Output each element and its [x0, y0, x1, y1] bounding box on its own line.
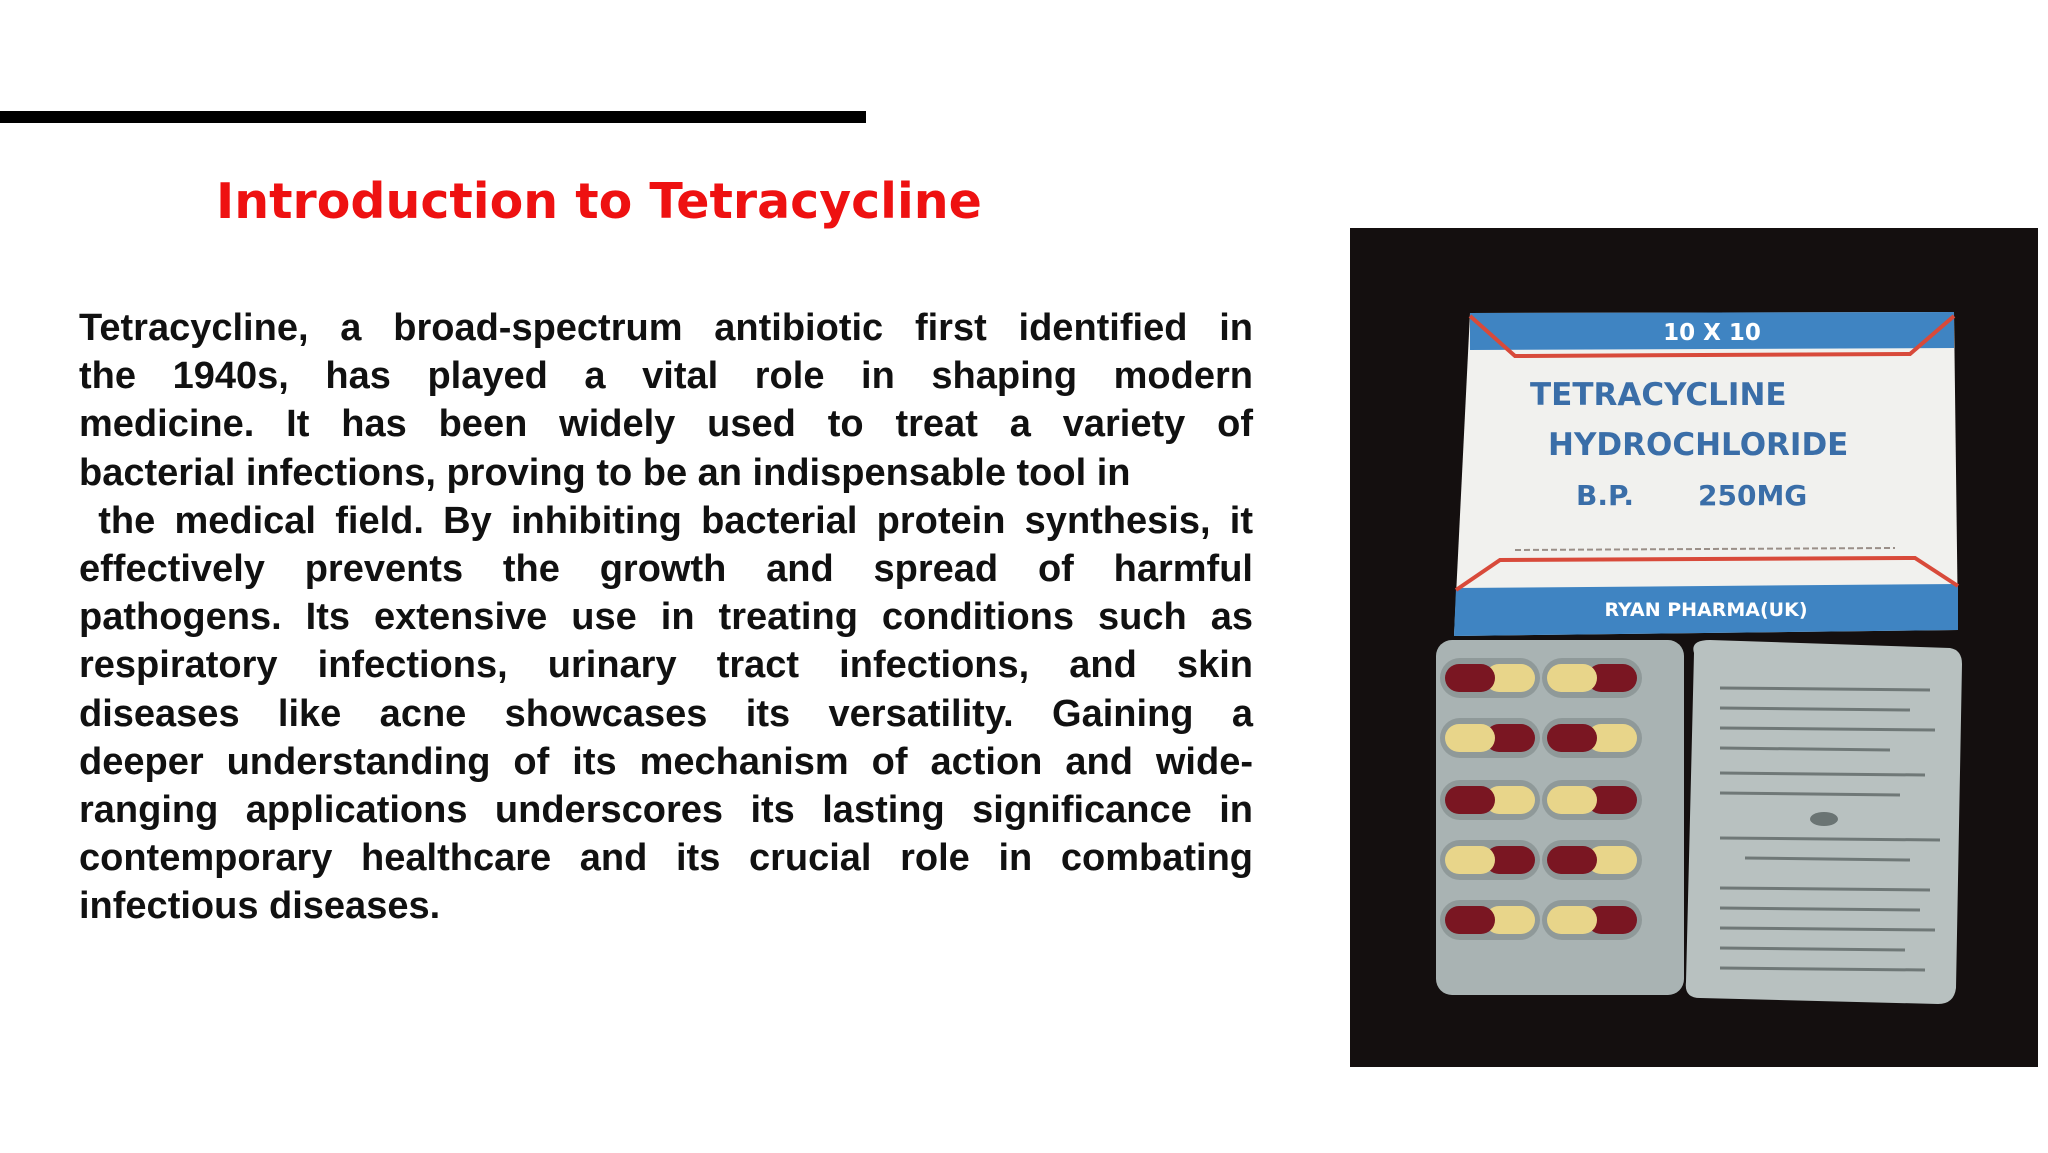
medicine-package-photo	[1350, 228, 2038, 1067]
body-line: the 1940s, has played a vital role in shaping modern	[79, 355, 1253, 398]
capsule	[1440, 780, 1540, 820]
strength-standard: B.P.	[1576, 479, 1634, 512]
body-line: infectious diseases.	[79, 885, 441, 928]
top-divider-bar	[0, 111, 866, 123]
body-line: diseases like acne showcases its versatility. Gaining a	[79, 692, 1253, 735]
slide-title: Introduction to Tetracycline	[216, 173, 982, 230]
body-line: contemporary healthcare and its crucial role in combating	[79, 837, 1253, 880]
slide-body-paragraph	[79, 304, 1253, 931]
body-line: deeper understanding of its mechanism of action and wide-	[79, 740, 1253, 783]
box-count-label: 10 X 10	[1663, 320, 1761, 346]
body-line: Tetracycline, a broad-spectrum antibiotic first identified in	[79, 307, 1253, 349]
body-line: ranging applications underscores its lasting significance in	[79, 789, 1253, 832]
product-name-line1: TETRACYCLINE	[1530, 377, 1787, 413]
capsule	[1440, 900, 1540, 940]
capsule	[1440, 658, 1540, 698]
capsule	[1542, 718, 1642, 758]
capsule	[1440, 840, 1540, 880]
medicine-box	[1454, 312, 1958, 636]
body-line: the medical field. By inhibiting bacterial protein synthesis, it	[79, 499, 1253, 542]
strength-dose: 250MG	[1698, 479, 1808, 512]
blister-pack-back	[1686, 640, 1962, 1004]
body-line: medicine. It has been widely used to treat a variety of	[79, 403, 1253, 446]
capsule	[1542, 658, 1642, 698]
capsule	[1542, 840, 1642, 880]
capsule	[1542, 900, 1642, 940]
body-line: respiratory infections, urinary tract infections, and skin	[79, 644, 1253, 687]
blister-pack-front	[1436, 640, 1684, 995]
body-line: pathogens. Its extensive use in treating conditions such as	[79, 596, 1253, 639]
capsule	[1542, 780, 1642, 820]
manufacturer-label: RYAN PHARMA(UK)	[1604, 599, 1808, 621]
body-line: bacterial infections, proving to be an indispensable tool in	[79, 451, 1131, 494]
capsule	[1440, 718, 1540, 758]
body-line: effectively prevents the growth and spread of harmful	[79, 548, 1253, 591]
product-name-line2: HYDROCHLORIDE	[1548, 427, 1849, 463]
